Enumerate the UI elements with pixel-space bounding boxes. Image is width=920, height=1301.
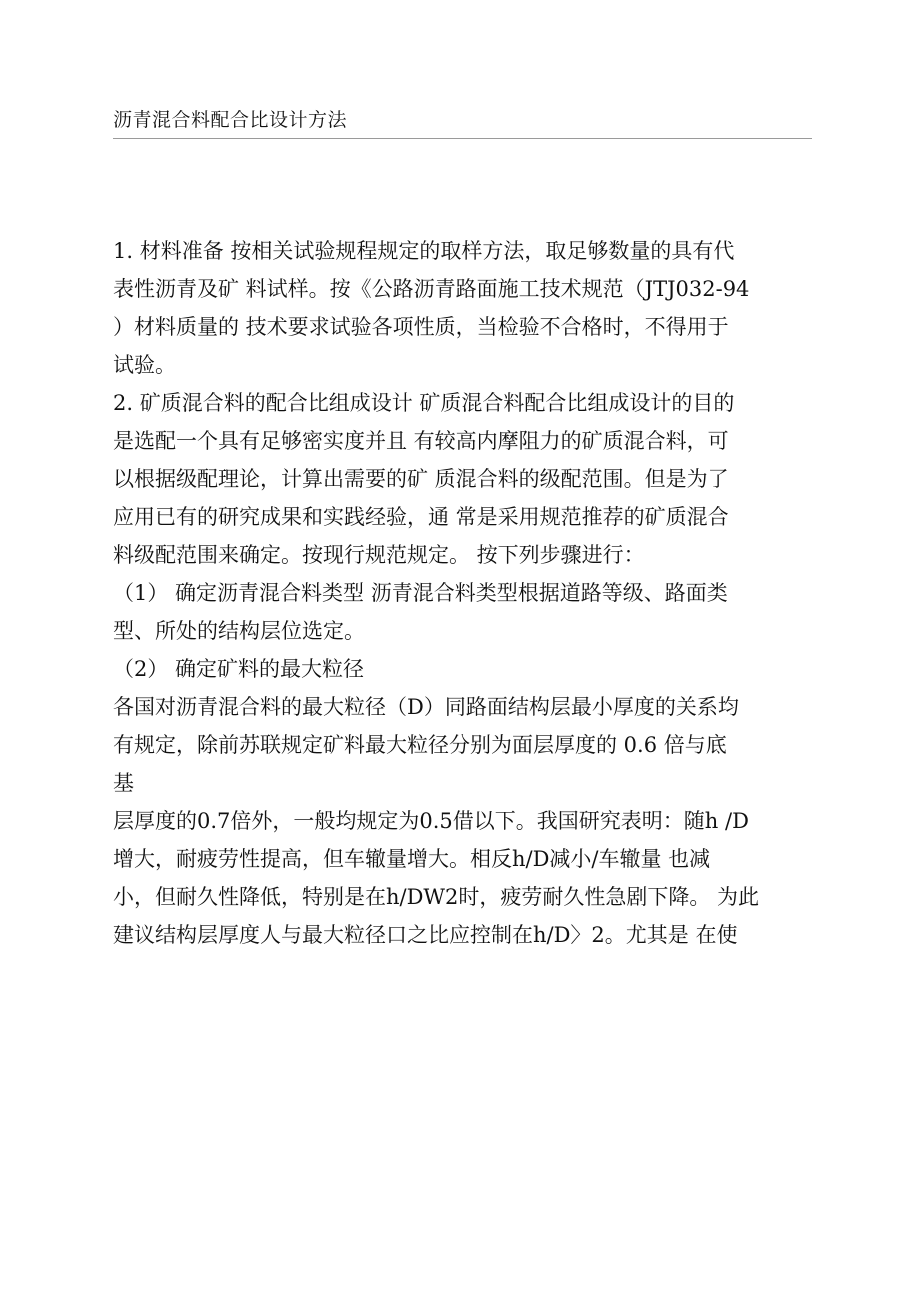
text-line: （1） 确定沥青混合料类型 沥青混合料类型根据道路等级、路面类	[113, 581, 728, 605]
document-body	[113, 232, 809, 954]
text-line: 1. 材料准备 按相关试验规程规定的取样方法，取足够数量的具有代	[113, 239, 735, 263]
text-line: 表性沥青及矿 料试样。按《公路沥青路面施工技术规范（JTJ032-94	[113, 277, 750, 301]
text-line: 基	[113, 771, 134, 795]
text-line: 试验。	[113, 353, 176, 377]
text-line: （2） 确定矿料的最大粒径	[113, 657, 365, 681]
text-line: 小，但耐久性降低，特别是在h/DW2时，疲劳耐久性急剧下降。 为此	[113, 885, 760, 909]
document-header	[113, 108, 812, 139]
text-line: 有规定，除前苏联规定矿料最大粒径分别为面层厚度的 0.6 倍与底	[113, 733, 727, 757]
text-line: 层厚度的0.7倍外，一般均规定为0.5借以下。我国研究表明：随h /D	[113, 809, 749, 833]
text-line: ）材料质量的 技术要求试验各项性质，当检验不合格时，不得用于	[113, 315, 729, 339]
text-line: 型、所处的结构层位选定。	[113, 619, 365, 643]
text-line: 是选配一个具有足够密实度并且 有较高内摩阻力的矿质混合料，可	[113, 429, 729, 453]
text-line: 以根据级配理论，计算出需要的矿 质混合料的级配范围。但是为了	[113, 467, 729, 491]
text-line: 增大，耐疲劳性提高，但车辙量增大。相反h/D减小/车辙量 也减	[113, 847, 711, 871]
document-title: 沥青混合料配合比设计方法	[113, 109, 348, 131]
text-line: 2. 矿质混合料的配合比组成设计 矿质混合料配合比组成设计的目的	[113, 391, 735, 415]
text-line: 建议结构层厚度人与最大粒径口之比应控制在h/D〉2。尤其是 在使	[113, 923, 738, 947]
text-line: 各国对沥青混合料的最大粒径（D）同路面结构层最小厚度的关系均	[113, 695, 739, 719]
text-line: 料级配范围来确定。按现行规范规定。 按下列步骤进行：	[113, 543, 645, 567]
text-line: 应用已有的研究成果和实践经验，通 常是采用规范推荐的矿质混合	[113, 505, 729, 529]
